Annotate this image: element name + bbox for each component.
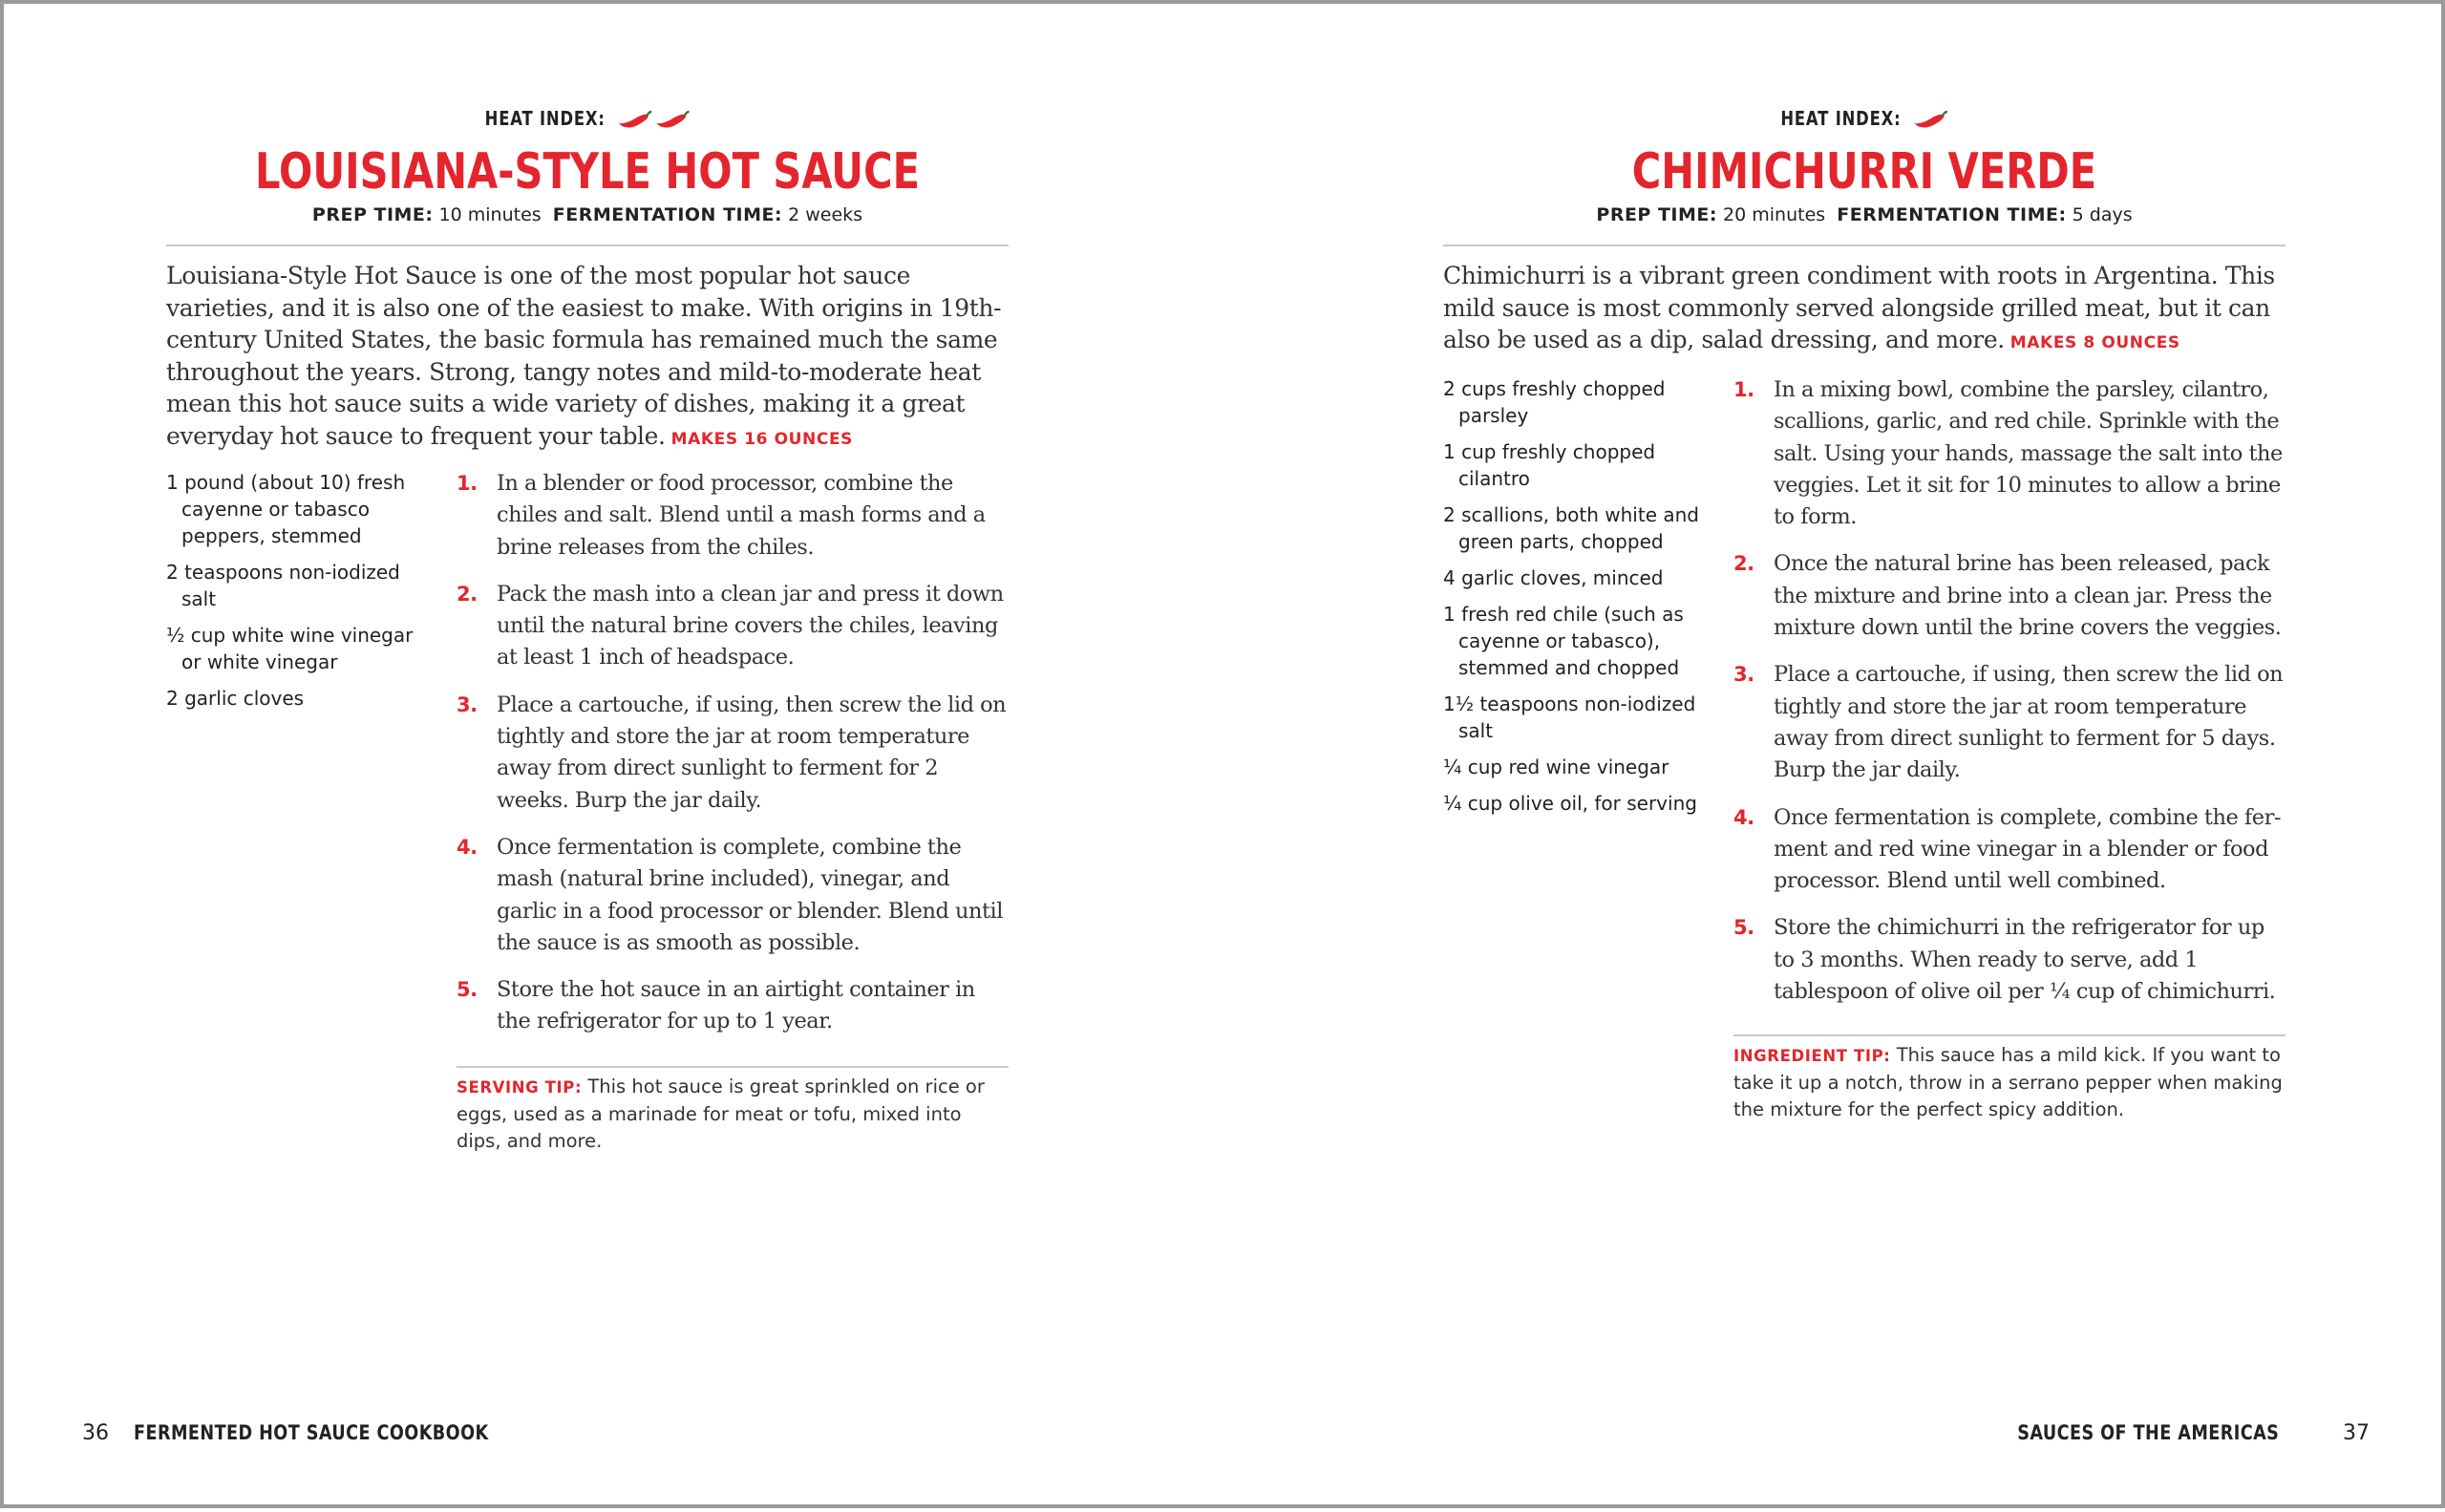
step-text: Store the chimichurri in the refrigerator for up to 3 months. When ready to serve, add 1 tablespoon of olive oil per ¼ cup of chimichurri.: [1774, 915, 2276, 1005]
step-text: Pack the mash into a clean jar and press it down until the natural brine covers the chiles, leaving at least 1 inch of headspace.: [497, 581, 1004, 671]
step-text: In a mixing bowl, combine the parsley, cilantro, scallions, garlic, and red chile. Sprinkle with the salt. Using your hands, massage the salt into the veggies. Let it sit for 10 minutes to allow a brine to form.: [1774, 377, 2283, 530]
step-number: 3.: [457, 692, 478, 716]
tip-label: SERVING TIP:: [457, 1078, 583, 1097]
ingredients-list: [166, 469, 424, 721]
step-text: Place a cartouche, if using, then screw the lid on tightly and store the jar at room temperature away from direct sunlight to ferment for 5 days. Burp the jar daily.: [1774, 662, 2284, 783]
step-item: [457, 468, 1009, 564]
yield: MAKES 8 OUNCES: [2009, 333, 2180, 352]
prep-time-value: 20 minutes: [1723, 204, 1826, 225]
ingredient-item: 1 cup freshly chopped cilantro: [1443, 440, 1656, 490]
prep-time-label: PREP TIME:: [311, 204, 434, 225]
ingredient-item: 4 garlic cloves, minced: [1443, 566, 1664, 589]
chili-pepper-icon: [654, 110, 691, 131]
step-number: 2.: [1733, 552, 1754, 576]
fermentation-time-label: FERMENTATION TIME:: [552, 204, 783, 225]
step-number: 5.: [457, 978, 478, 1002]
step-text: Once fermentation is complete, combine the ferment and red wine vinegar in a blender or food processor. Blend until well combined.: [1774, 804, 2282, 894]
step-number: 1.: [457, 472, 478, 495]
step-item: [1733, 802, 2286, 898]
ingredient-item: 2 scallions, both white and green parts, chopped: [1443, 503, 1699, 553]
step-text: In a blender or food processor, combine the chiles and salt. Blend until a mash forms and a brine releases from the chiles.: [497, 471, 986, 560]
step-item: [457, 579, 1009, 674]
step-number: 4.: [1733, 805, 1754, 829]
step-item: [457, 690, 1009, 817]
ingredient-item: 2 garlic cloves: [166, 687, 305, 710]
step-number: 5.: [1733, 916, 1754, 940]
step-text: Place a cartouche, if using, then screw the lid on tightly and store the jar at room temperature away from direct sunlight to ferment for 2 weeks. Burp the jar daily.: [497, 692, 1007, 813]
recipe-intro: [1443, 260, 2286, 360]
heat-index-label: HEAT INDEX:: [484, 107, 606, 130]
tip-divider: [1733, 1034, 2286, 1036]
heat-index-label: HEAT INDEX:: [1780, 107, 1902, 130]
step-item: [1733, 659, 2286, 786]
heat-index: [242, 107, 932, 131]
ingredient-item: 1 fresh red chile (such as cayenne or tabasco), stemmed and chopped: [1443, 603, 1684, 679]
intro-text: Louisiana-Style Hot Sauce is one of the most popular hot sauce varieties, and it is also one of the easiest to make. With origins in 19th-century United States, the basic formula has remained much the same throughout the years. Strong, tangy notes and mild-to-moderate heat mean this hot sauce suits a wide variety of dishes, making it a great everyday hot sauce to frequent your table.: [166, 262, 1002, 450]
ingredient-item: ¼ cup olive oil, for serving: [1443, 792, 1697, 815]
step-text: Once the natural brine has been released, pack the mixture and brine into a clean jar. Press the mixture down until the brine covers the veggies.: [1774, 551, 2282, 641]
chili-pepper-icon: [1912, 110, 1948, 131]
fermentation-time-label: FERMENTATION TIME:: [1837, 204, 2067, 225]
ingredient-item: ¼ cup red wine vinegar: [1443, 756, 1669, 778]
tip-text: This sauce has a mild kick. If you want to take it up a notch, throw in a serrano pepper when making the mixture for the perfect spicy addition.: [1733, 1044, 2283, 1120]
recipe-title: LOUISIANA-STYLE HOT SAUCE: [254, 143, 921, 201]
ingredient-item: 1½ teaspoons non-iodized salt: [1443, 692, 1696, 742]
page-number-left: 36: [82, 1421, 109, 1445]
recipe-title: CHIMICHURRI VERDE: [1631, 143, 2097, 201]
tip-divider: [457, 1066, 1009, 1068]
step-text: Once fermentation is complete, combine the mash (natural brine included), vinegar, and garlic in a food processor or blender. Blend until the sauce is as smooth as possible.: [497, 834, 1003, 955]
running-head-text: FERMENTED HOT SAUCE COOKBOOK: [134, 1421, 489, 1444]
ingredient-item: 2 cups freshly chopped parsley: [1443, 377, 1666, 427]
tip-text: This hot sauce is great sprinkled on rice or eggs, used as a marinade for meat or tofu, mixed into dips, and more.: [457, 1075, 985, 1152]
ingredients-list: [1443, 375, 1701, 826]
tip-label: INGREDIENT TIP:: [1733, 1047, 1891, 1065]
heat-peppers: [616, 110, 690, 131]
page-number-right: 37: [2343, 1421, 2370, 1445]
step-text: Store the hot sauce in an airtight container in the refrigerator for up to 1 year.: [497, 977, 975, 1034]
running-head-right: [1967, 1421, 2279, 1444]
heat-peppers: [1912, 110, 1948, 131]
step-number: 4.: [457, 835, 478, 859]
running-head-text: SAUCES OF THE AMERICAS: [2016, 1421, 2279, 1444]
steps-list: [1733, 374, 2286, 1023]
recipe-times: [1443, 204, 2286, 225]
divider: [1443, 245, 2286, 246]
fermentation-time-value: 5 days: [2072, 204, 2133, 225]
intro-text: Chimichurri is a vibrant green condiment with roots in Argentina. This mild sauce is most commonly served alongside grilled meat, but it can also be used as a dip, salad dressing, and more.: [1443, 262, 2275, 353]
serving-tip: [457, 1074, 1009, 1155]
right-page: [1443, 4, 2286, 1512]
heat-index: [1519, 107, 2209, 131]
step-item: [1733, 912, 2286, 1008]
step-item: [457, 832, 1009, 959]
step-number: 3.: [1733, 663, 1754, 687]
prep-time-value: 10 minutes: [438, 204, 542, 225]
yield: MAKES 16 OUNCES: [670, 429, 854, 449]
chili-pepper-icon: [616, 110, 652, 131]
step-number: 1.: [1733, 378, 1754, 401]
recipe-intro: [166, 260, 1009, 456]
ingredient-item: 1 pound (about 10) fresh cayenne or tabasco peppers, stemmed: [166, 471, 406, 547]
divider: [166, 245, 1009, 246]
ingredient-item: 2 teaspoons non-iodized salt: [166, 561, 400, 610]
ingredient-tip: [1733, 1042, 2286, 1123]
fermentation-time-value: 2 weeks: [788, 204, 863, 225]
step-item: [1733, 374, 2286, 533]
step-item: [1733, 548, 2286, 644]
ingredient-item: ½ cup white wine vinegar or white vinegar: [166, 624, 414, 673]
step-item: [457, 974, 1009, 1038]
recipe-times: [166, 204, 1009, 225]
left-page: [166, 4, 1009, 1512]
running-head-left: [134, 1421, 556, 1444]
step-number: 2.: [457, 582, 478, 606]
steps-list: [457, 468, 1009, 1054]
prep-time-label: PREP TIME:: [1596, 204, 1717, 225]
